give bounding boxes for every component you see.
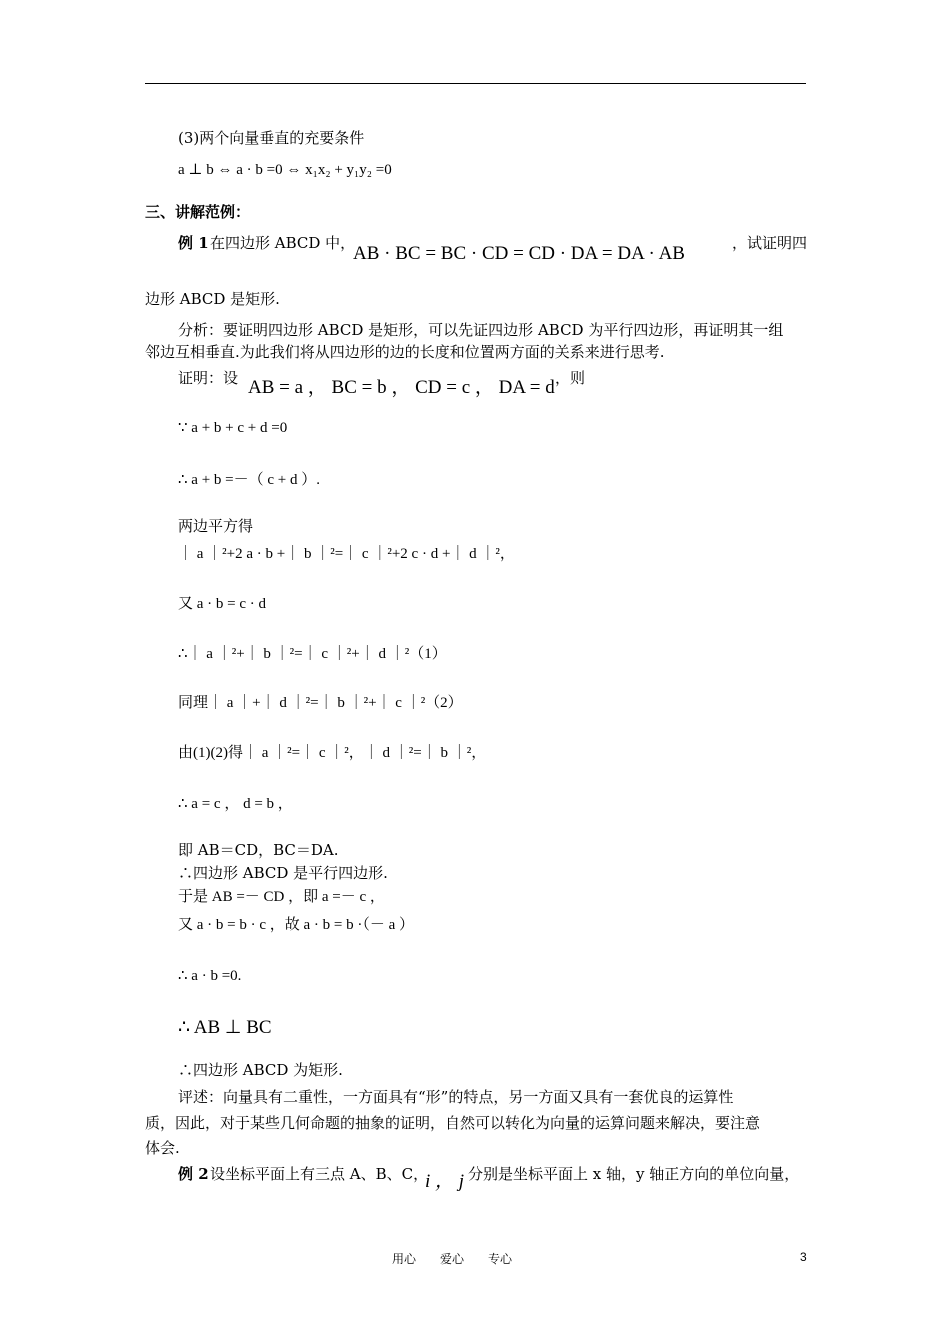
example-1-tail: ，试证明四 — [732, 234, 808, 252]
proof-parallelogram: ∴四边形 ABCD 是平行四边形. — [178, 864, 388, 882]
proof-step-negation: ∴ a + b =－（ c + d ）. — [178, 472, 320, 488]
proof-then: ，则 — [555, 369, 586, 387]
example-1-goal: 边形 ABCD 是矩形. — [145, 290, 280, 308]
example-2-unit-vectors: i ， j — [425, 1171, 465, 1192]
proof-vector-equal: ∴ a = c ， d = b ， — [178, 796, 293, 812]
proof-combined: 由(1)(2)得｜ a ｜²=｜ c ｜²，｜ d ｜²=｜ b ｜²， — [178, 745, 487, 761]
example-2-tail: 分别是坐标平面上 x 轴，y 轴正方向的单位向量， — [468, 1165, 800, 1183]
analysis-line-2: 邻边互相垂直.为此我们将从四边形的边的长度和位置两方面的关系来进行思考. — [145, 343, 665, 361]
example-2-label: 例 2 — [178, 1165, 209, 1183]
comment-line-1: 评述：向量具有二重性，一方面具有“形”的特点，另一方面又具有一套优良的运算性 — [178, 1088, 734, 1106]
proof-conclusion: ∴四边形 ABCD 为矩形. — [178, 1061, 343, 1079]
proof-dot-equal: 又 a · b = c · d — [178, 596, 267, 612]
proof-dot-zero: ∴ a · b =0. — [178, 968, 242, 984]
condition-title: (3)两个向量垂直的充要条件 — [178, 129, 365, 147]
example-2-intro: 设坐标平面上有三点 A、B、C， — [210, 1165, 429, 1183]
section-heading: 三、讲解范例： — [145, 203, 251, 221]
proof-equation-1: ∴｜ a ｜²+｜ b ｜²=｜ c ｜²+｜ d ｜²（1） — [178, 646, 447, 662]
proof-perpendicular: ∴ AB ⊥ BC — [178, 1017, 272, 1038]
proof-squared-equation: ｜ a ｜²+2 a · b +｜ b ｜²=｜ c ｜²+2 c · d +｜ d ｜²， — [178, 546, 515, 562]
proof-vector-definitions: AB = a ， BC = b ， CD = c ， DA = d — [248, 377, 555, 398]
proof-dot-derivation: 又 a · b = b · c ，故 a · b = b ·（－ a ） — [178, 917, 415, 933]
example-1-intro: 在四边形 ABCD 中， — [210, 234, 356, 252]
comment-line-2: 质，因此，对于某些几何命题的抽象的证明，自然可以转化为向量的运算问题来解决，要注意 — [145, 1114, 761, 1132]
example-1-label: 例 1 — [178, 234, 209, 252]
page-number: 3 — [800, 1250, 807, 1264]
proof-opposite-vectors: 于是 AB =－ CD ，即 a =－ c ， — [178, 889, 385, 905]
proof-sides-equal: 即 AB＝CD，BC＝DA. — [178, 841, 339, 859]
comment-line-3: 体会. — [145, 1139, 180, 1157]
proof-start: 证明：设 — [178, 369, 239, 387]
perpendicular-condition: a ⊥ b ⇔ a · b =0 ⇔ x₁x₂ + y₁y₂ =0 — [178, 162, 392, 178]
footer-motto: 用心 爱心 专心 — [392, 1252, 513, 1266]
proof-square-both: 两边平方得 — [178, 517, 254, 535]
analysis-line-1: 分析：要证明四边形 ABCD 是矩形，可以先证四边形 ABCD 为平行四边形，再证明其一组 — [178, 321, 784, 339]
header-rule — [145, 83, 806, 84]
proof-step-sum: ∵ a + b + c + d =0 — [178, 420, 288, 436]
example-1-vector-equation: AB · BC = BC · CD = CD · DA = DA · AB — [353, 243, 685, 264]
proof-equation-2: 同理｜ a ｜+｜ d ｜²=｜ b ｜²+｜ c ｜²（2） — [178, 695, 463, 711]
